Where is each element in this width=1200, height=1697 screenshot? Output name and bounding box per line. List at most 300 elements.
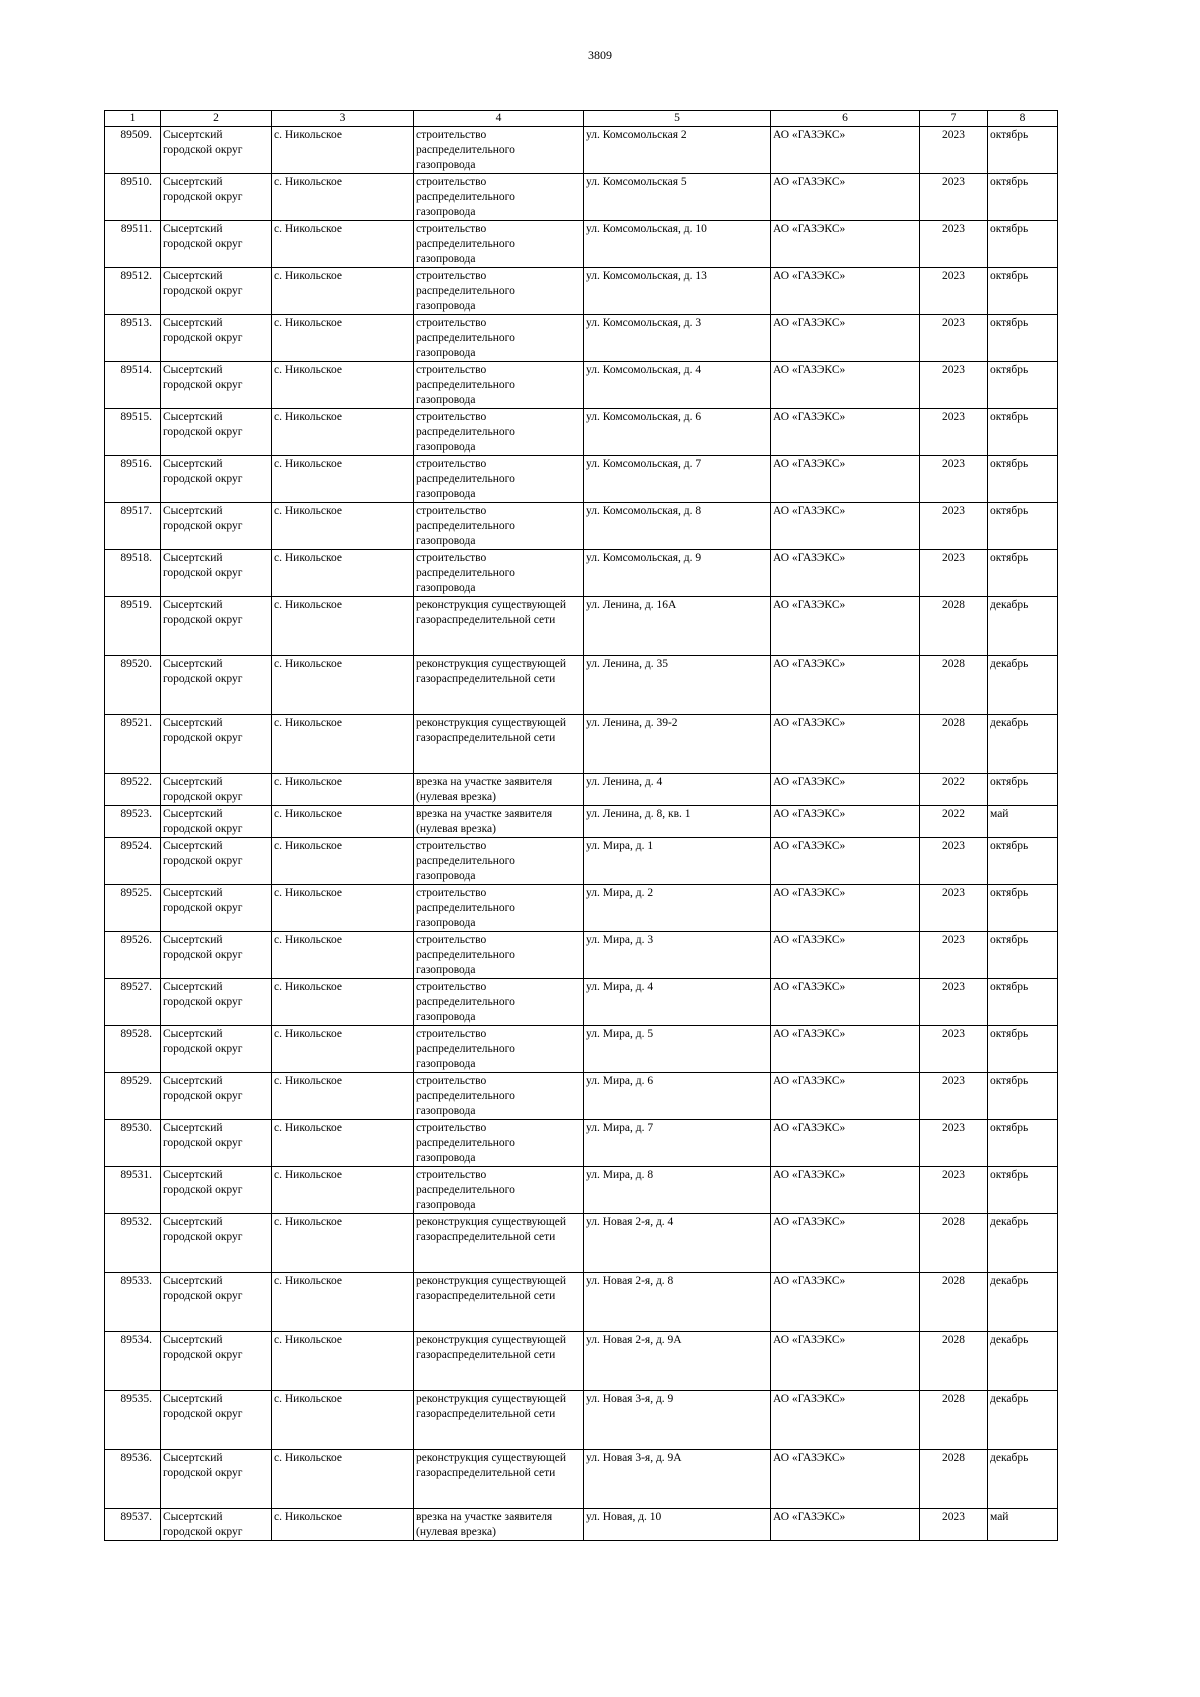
settlement-cell xyxy=(272,1391,414,1450)
organization-cell xyxy=(771,1332,920,1391)
address-cell-text: ул. Ленина, д. 16А xyxy=(586,599,677,611)
address-cell xyxy=(584,409,771,456)
month-cell xyxy=(988,1450,1058,1509)
row-number xyxy=(105,597,161,656)
settlement-cell-text: с. Никольское xyxy=(274,981,343,993)
organization-cell xyxy=(771,1120,920,1167)
work-type-cell xyxy=(414,932,584,979)
column-header: 1 xyxy=(105,111,161,127)
work-type-cell xyxy=(414,774,584,806)
district-cell-text: Сысертский городской округ xyxy=(163,317,243,344)
settlement-cell xyxy=(272,1167,414,1214)
row-number-text: 89517. xyxy=(120,505,152,517)
year-cell xyxy=(920,1073,988,1120)
row-number xyxy=(105,503,161,550)
settlement-cell-text: с. Никольское xyxy=(274,223,343,235)
year-cell xyxy=(920,1391,988,1450)
settlement-cell xyxy=(272,885,414,932)
table-row xyxy=(105,1026,1058,1073)
organization-cell-text: АО «ГАЗЭКС» xyxy=(773,223,846,235)
year-cell-text: 2023 xyxy=(942,505,965,517)
year-cell-text: 2023 xyxy=(942,364,965,376)
work-type-cell-text: строительство распределительного газопровода xyxy=(416,364,515,406)
row-number-text: 89511. xyxy=(120,223,152,235)
column-header: 5 xyxy=(584,111,771,127)
address-cell xyxy=(584,1073,771,1120)
district-cell xyxy=(161,1120,272,1167)
year-cell-text: 2023 xyxy=(942,1075,965,1087)
table-row xyxy=(105,1509,1058,1541)
settlement-cell-text: с. Никольское xyxy=(274,887,343,899)
organization-cell xyxy=(771,715,920,774)
settlement-cell-text: с. Никольское xyxy=(274,658,343,670)
organization-cell-text: АО «ГАЗЭКС» xyxy=(773,129,846,141)
row-number-text: 89522. xyxy=(120,776,152,788)
district-cell-text: Сысертский городской округ xyxy=(163,223,243,250)
month-cell-text: октябрь xyxy=(990,505,1029,517)
work-type-cell xyxy=(414,1214,584,1273)
settlement-cell-text: с. Никольское xyxy=(274,1511,343,1523)
month-cell xyxy=(988,774,1058,806)
table-row xyxy=(105,315,1058,362)
settlement-cell xyxy=(272,456,414,503)
table-row xyxy=(105,550,1058,597)
month-cell-text: декабрь xyxy=(990,1393,1029,1405)
row-number xyxy=(105,1332,161,1391)
row-number xyxy=(105,174,161,221)
month-cell xyxy=(988,1509,1058,1541)
table-row xyxy=(105,503,1058,550)
organization-cell-text: АО «ГАЗЭКС» xyxy=(773,1275,846,1287)
address-cell xyxy=(584,1214,771,1273)
table-row xyxy=(105,979,1058,1026)
work-type-cell-text: реконструкция существующей газораспределительной сети xyxy=(416,599,567,626)
district-cell-text: Сысертский городской округ xyxy=(163,934,243,961)
work-type-cell-text: врезка на участке заявителя (нулевая врезка) xyxy=(416,1511,553,1538)
district-cell xyxy=(161,1332,272,1391)
settlement-cell xyxy=(272,838,414,885)
settlement-cell xyxy=(272,503,414,550)
month-cell-text: май xyxy=(990,808,1009,820)
address-cell-text: ул. Ленина, д. 39-2 xyxy=(586,717,678,729)
column-header: 7 xyxy=(920,111,988,127)
row-number-text: 89529. xyxy=(120,1075,152,1087)
year-cell xyxy=(920,715,988,774)
district-cell-text: Сысертский городской округ xyxy=(163,270,243,297)
year-cell-text: 2028 xyxy=(942,1393,965,1405)
address-cell xyxy=(584,1026,771,1073)
organization-cell xyxy=(771,1391,920,1450)
district-cell-text: Сысертский городской округ xyxy=(163,552,243,579)
year-cell-text: 2028 xyxy=(942,658,965,670)
row-number xyxy=(105,456,161,503)
district-cell xyxy=(161,1273,272,1332)
settlement-cell-text: с. Никольское xyxy=(274,717,343,729)
district-cell xyxy=(161,597,272,656)
organization-cell-text: АО «ГАЗЭКС» xyxy=(773,840,846,852)
column-header: 2 xyxy=(161,111,272,127)
district-cell-text: Сысертский городской округ xyxy=(163,458,243,485)
settlement-cell-text: с. Никольское xyxy=(274,505,343,517)
district-cell-text: Сысертский городской округ xyxy=(163,1169,243,1196)
row-number-text: 89536. xyxy=(120,1452,152,1464)
address-cell xyxy=(584,1332,771,1391)
table-row xyxy=(105,597,1058,656)
row-number-text: 89530. xyxy=(120,1122,152,1134)
settlement-cell-text: с. Никольское xyxy=(274,1275,343,1287)
settlement-cell xyxy=(272,774,414,806)
year-cell-text: 2028 xyxy=(942,1216,965,1228)
year-cell-text: 2023 xyxy=(942,176,965,188)
organization-cell xyxy=(771,268,920,315)
district-cell-text: Сысертский городской округ xyxy=(163,129,243,156)
address-cell xyxy=(584,550,771,597)
month-cell-text: декабрь xyxy=(990,1334,1029,1346)
row-number-text: 89534. xyxy=(120,1334,152,1346)
district-cell-text: Сысертский городской округ xyxy=(163,1216,243,1243)
year-cell-text: 2023 xyxy=(942,129,965,141)
address-cell xyxy=(584,838,771,885)
work-type-cell-text: строительство распределительного газопровода xyxy=(416,981,515,1023)
work-type-cell xyxy=(414,1273,584,1332)
month-cell xyxy=(988,597,1058,656)
organization-cell xyxy=(771,932,920,979)
year-cell xyxy=(920,597,988,656)
address-cell xyxy=(584,774,771,806)
work-type-cell-text: строительство распределительного газопровода xyxy=(416,840,515,882)
row-number-text: 89537. xyxy=(120,1511,152,1523)
row-number xyxy=(105,1391,161,1450)
organization-cell xyxy=(771,1450,920,1509)
table-row xyxy=(105,362,1058,409)
month-cell-text: декабрь xyxy=(990,658,1029,670)
settlement-cell-text: с. Никольское xyxy=(274,364,343,376)
row-number-text: 89533. xyxy=(120,1275,152,1287)
table-row xyxy=(105,1391,1058,1450)
work-type-cell xyxy=(414,1450,584,1509)
district-cell-text: Сысертский городской округ xyxy=(163,1511,243,1538)
address-cell-text: ул. Новая 2-я, д. 4 xyxy=(586,1216,674,1228)
district-cell xyxy=(161,838,272,885)
row-number xyxy=(105,1273,161,1332)
address-cell xyxy=(584,268,771,315)
settlement-cell xyxy=(272,550,414,597)
month-cell-text: октябрь xyxy=(990,934,1029,946)
month-cell-text: октябрь xyxy=(990,1122,1029,1134)
settlement-cell-text: с. Никольское xyxy=(274,411,343,423)
work-type-cell-text: строительство распределительного газопровода xyxy=(416,1028,515,1070)
month-cell xyxy=(988,550,1058,597)
month-cell-text: октябрь xyxy=(990,552,1029,564)
address-cell xyxy=(584,885,771,932)
district-cell-text: Сысертский городской округ xyxy=(163,1028,243,1055)
organization-cell xyxy=(771,1214,920,1273)
month-cell xyxy=(988,1026,1058,1073)
row-number xyxy=(105,268,161,315)
table-row xyxy=(105,456,1058,503)
district-cell xyxy=(161,979,272,1026)
work-type-cell xyxy=(414,127,584,174)
organization-cell xyxy=(771,550,920,597)
organization-cell-text: АО «ГАЗЭКС» xyxy=(773,364,846,376)
year-cell xyxy=(920,362,988,409)
row-number-text: 89514. xyxy=(120,364,152,376)
settlement-cell xyxy=(272,1120,414,1167)
work-type-cell-text: строительство распределительного газопровода xyxy=(416,317,515,359)
work-type-cell xyxy=(414,221,584,268)
address-cell-text: ул. Комсомольская, д. 8 xyxy=(586,505,702,517)
settlement-cell-text: с. Никольское xyxy=(274,599,343,611)
organization-cell xyxy=(771,806,920,838)
table-row xyxy=(105,1450,1058,1509)
organization-cell xyxy=(771,174,920,221)
organization-cell xyxy=(771,1167,920,1214)
table-row xyxy=(105,1073,1058,1120)
row-number-text: 89512. xyxy=(120,270,152,282)
organization-cell-text: АО «ГАЗЭКС» xyxy=(773,1216,846,1228)
settlement-cell-text: с. Никольское xyxy=(274,1216,343,1228)
work-type-cell xyxy=(414,174,584,221)
district-cell-text: Сысертский городской округ xyxy=(163,599,243,626)
district-cell-text: Сысертский городской округ xyxy=(163,658,243,685)
address-cell xyxy=(584,174,771,221)
work-type-cell-text: строительство распределительного газопровода xyxy=(416,552,515,594)
work-type-cell xyxy=(414,656,584,715)
settlement-cell-text: с. Никольское xyxy=(274,808,343,820)
month-cell xyxy=(988,362,1058,409)
month-cell xyxy=(988,456,1058,503)
year-cell-text: 2028 xyxy=(942,599,965,611)
column-header: 3 xyxy=(272,111,414,127)
settlement-cell-text: с. Никольское xyxy=(274,270,343,282)
settlement-cell xyxy=(272,979,414,1026)
organization-cell xyxy=(771,1509,920,1541)
row-number xyxy=(105,1509,161,1541)
table-row xyxy=(105,127,1058,174)
row-number-text: 89535. xyxy=(120,1393,152,1405)
work-type-cell xyxy=(414,1167,584,1214)
address-cell-text: ул. Ленина, д. 8, кв. 1 xyxy=(586,808,691,820)
district-cell-text: Сысертский городской округ xyxy=(163,1334,243,1361)
work-type-cell xyxy=(414,838,584,885)
work-type-cell-text: врезка на участке заявителя (нулевая врезка) xyxy=(416,776,553,803)
year-cell-text: 2023 xyxy=(942,223,965,235)
year-cell xyxy=(920,174,988,221)
month-cell xyxy=(988,409,1058,456)
year-cell xyxy=(920,1509,988,1541)
table-row xyxy=(105,1332,1058,1391)
work-type-cell xyxy=(414,1332,584,1391)
year-cell xyxy=(920,774,988,806)
row-number xyxy=(105,1450,161,1509)
district-cell xyxy=(161,1391,272,1450)
address-cell-text: ул. Комсомольская, д. 3 xyxy=(586,317,702,329)
settlement-cell-text: с. Никольское xyxy=(274,1075,343,1087)
row-number xyxy=(105,550,161,597)
row-number xyxy=(105,1120,161,1167)
table-row xyxy=(105,409,1058,456)
address-cell-text: ул. Комсомольская, д. 6 xyxy=(586,411,702,423)
district-cell-text: Сысертский городской округ xyxy=(163,1122,243,1149)
month-cell-text: октябрь xyxy=(990,458,1029,470)
work-type-cell-text: строительство распределительного газопровода xyxy=(416,887,515,929)
month-cell-text: май xyxy=(990,1511,1009,1523)
settlement-cell xyxy=(272,1273,414,1332)
work-type-cell xyxy=(414,597,584,656)
district-cell xyxy=(161,1509,272,1541)
row-number xyxy=(105,1167,161,1214)
month-cell xyxy=(988,715,1058,774)
month-cell xyxy=(988,1391,1058,1450)
address-cell-text: ул. Новая 3-я, д. 9 xyxy=(586,1393,674,1405)
settlement-cell xyxy=(272,597,414,656)
organization-cell-text: АО «ГАЗЭКС» xyxy=(773,981,846,993)
organization-cell xyxy=(771,456,920,503)
address-cell xyxy=(584,1167,771,1214)
settlement-cell xyxy=(272,409,414,456)
address-cell xyxy=(584,715,771,774)
row-number-text: 89518. xyxy=(120,552,152,564)
address-cell-text: ул. Новая 2-я, д. 9А xyxy=(586,1334,682,1346)
year-cell xyxy=(920,1167,988,1214)
organization-cell xyxy=(771,1073,920,1120)
organization-cell xyxy=(771,503,920,550)
district-cell-text: Сысертский городской округ xyxy=(163,776,243,803)
month-cell xyxy=(988,1073,1058,1120)
address-cell-text: ул. Новая 2-я, д. 8 xyxy=(586,1275,674,1287)
district-cell-text: Сысертский городской округ xyxy=(163,1452,243,1479)
year-cell-text: 2028 xyxy=(942,1452,965,1464)
settlement-cell-text: с. Никольское xyxy=(274,317,343,329)
address-cell xyxy=(584,1509,771,1541)
organization-cell xyxy=(771,1273,920,1332)
year-cell-text: 2023 xyxy=(942,458,965,470)
year-cell xyxy=(920,268,988,315)
organization-cell-text: АО «ГАЗЭКС» xyxy=(773,1334,846,1346)
row-number-text: 89515. xyxy=(120,411,152,423)
district-cell xyxy=(161,885,272,932)
work-type-cell-text: врезка на участке заявителя (нулевая врезка) xyxy=(416,808,553,835)
table-row xyxy=(105,1120,1058,1167)
month-cell-text: октябрь xyxy=(990,364,1029,376)
year-cell-text: 2028 xyxy=(942,1275,965,1287)
month-cell xyxy=(988,1120,1058,1167)
address-cell xyxy=(584,221,771,268)
month-cell xyxy=(988,315,1058,362)
work-type-cell-text: строительство распределительного газопровода xyxy=(416,176,515,218)
row-number xyxy=(105,656,161,715)
column-header: 6 xyxy=(771,111,920,127)
address-cell xyxy=(584,127,771,174)
row-number-text: 89523. xyxy=(120,808,152,820)
settlement-cell xyxy=(272,715,414,774)
organization-cell xyxy=(771,885,920,932)
address-cell-text: ул. Комсомольская 5 xyxy=(586,176,687,188)
work-type-cell-text: строительство распределительного газопровода xyxy=(416,1075,515,1117)
work-type-cell-text: реконструкция существующей газораспределительной сети xyxy=(416,1334,567,1361)
table-row xyxy=(105,806,1058,838)
month-cell xyxy=(988,1332,1058,1391)
work-type-cell-text: реконструкция существующей газораспределительной сети xyxy=(416,658,567,685)
address-cell xyxy=(584,979,771,1026)
district-cell xyxy=(161,268,272,315)
work-type-cell-text: строительство распределительного газопровода xyxy=(416,505,515,547)
work-type-cell xyxy=(414,315,584,362)
month-cell xyxy=(988,1273,1058,1332)
address-cell-text: ул. Мира, д. 3 xyxy=(586,934,654,946)
address-cell xyxy=(584,1450,771,1509)
column-header: 4 xyxy=(414,111,584,127)
district-cell xyxy=(161,174,272,221)
month-cell-text: октябрь xyxy=(990,1169,1029,1181)
year-cell xyxy=(920,806,988,838)
year-cell-text: 2023 xyxy=(942,887,965,899)
organization-cell xyxy=(771,127,920,174)
row-number-text: 89528. xyxy=(120,1028,152,1040)
district-cell xyxy=(161,1167,272,1214)
work-type-cell xyxy=(414,885,584,932)
district-cell xyxy=(161,550,272,597)
settlement-cell xyxy=(272,806,414,838)
table-row xyxy=(105,1167,1058,1214)
row-number xyxy=(105,885,161,932)
month-cell xyxy=(988,1167,1058,1214)
settlement-cell xyxy=(272,1073,414,1120)
month-cell-text: октябрь xyxy=(990,317,1029,329)
work-type-cell-text: реконструкция существующей газораспределительной сети xyxy=(416,1275,567,1302)
work-type-cell-text: реконструкция существующей газораспределительной сети xyxy=(416,1452,567,1479)
month-cell-text: октябрь xyxy=(990,129,1029,141)
year-cell xyxy=(920,409,988,456)
organization-cell-text: АО «ГАЗЭКС» xyxy=(773,1075,846,1087)
district-cell-text: Сысертский городской округ xyxy=(163,981,243,1008)
month-cell xyxy=(988,932,1058,979)
organization-cell-text: АО «ГАЗЭКС» xyxy=(773,552,846,564)
settlement-cell-text: с. Никольское xyxy=(274,1393,343,1405)
address-cell-text: ул. Мира, д. 2 xyxy=(586,887,654,899)
work-type-cell xyxy=(414,503,584,550)
month-cell-text: октябрь xyxy=(990,1075,1029,1087)
address-cell xyxy=(584,503,771,550)
address-cell-text: ул. Мира, д. 6 xyxy=(586,1075,654,1087)
work-type-cell xyxy=(414,715,584,774)
district-cell xyxy=(161,774,272,806)
organization-cell xyxy=(771,656,920,715)
row-number xyxy=(105,774,161,806)
table-row xyxy=(105,174,1058,221)
address-cell xyxy=(584,1273,771,1332)
work-type-cell-text: строительство распределительного газопровода xyxy=(416,223,515,265)
settlement-cell xyxy=(272,221,414,268)
district-cell xyxy=(161,1026,272,1073)
month-cell xyxy=(988,979,1058,1026)
settlement-cell xyxy=(272,932,414,979)
registry-table xyxy=(104,110,1058,1541)
month-cell xyxy=(988,268,1058,315)
year-cell-text: 2023 xyxy=(942,1028,965,1040)
address-cell-text: ул. Новая 3-я, д. 9А xyxy=(586,1452,682,1464)
month-cell xyxy=(988,885,1058,932)
settlement-cell-text: с. Никольское xyxy=(274,1028,343,1040)
address-cell-text: ул. Ленина, д. 35 xyxy=(586,658,668,670)
work-type-cell xyxy=(414,550,584,597)
row-number xyxy=(105,838,161,885)
work-type-cell-text: реконструкция существующей газораспределительной сети xyxy=(416,1393,567,1420)
year-cell-text: 2023 xyxy=(942,270,965,282)
month-cell-text: октябрь xyxy=(990,887,1029,899)
address-cell xyxy=(584,656,771,715)
work-type-cell-text: строительство распределительного газопровода xyxy=(416,934,515,976)
